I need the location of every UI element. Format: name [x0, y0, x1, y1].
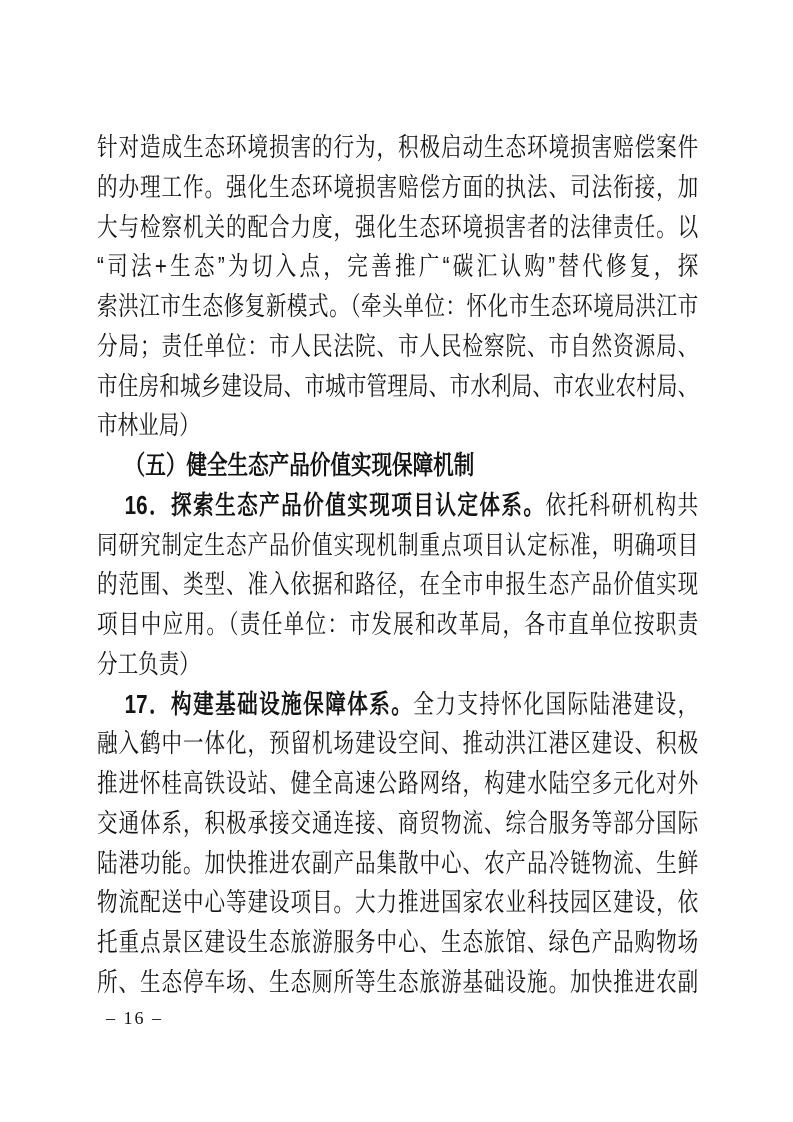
text-line	[97, 367, 698, 407]
text-line	[97, 883, 698, 923]
text-line	[97, 685, 698, 725]
text-segment: 交通体系，积极承接交通连接、商贸物流、综合服务等部分国际	[97, 807, 699, 838]
text-segment: “司法+生态”为切入点，完善推广“碳汇认购”替代修复，探	[97, 251, 699, 282]
text-segment: 全力支持怀化国际陆港建设，	[413, 688, 699, 719]
text-line	[97, 844, 698, 884]
text-segment: 的办理工作。强化生态环境损害赔偿方面的执法、司法衔接，加	[97, 171, 699, 202]
text-segment: 陆港功能。加快推进农副产品集散中心、农产品冷链物流、生鲜	[97, 847, 699, 878]
text-line	[97, 963, 698, 1003]
text-line	[97, 526, 698, 566]
text-line	[97, 247, 698, 287]
text-segment: 针对造成生态环境损害的行为，积极启动生态环境损害赔偿案件	[97, 132, 699, 162]
text-line	[97, 605, 698, 645]
document-body	[97, 128, 698, 1003]
text-segment: 依托科研机构共	[545, 489, 699, 520]
text-segment: 分工负责）	[97, 648, 200, 679]
text-segment: 所、生态停车场、生态厕所等生态旅游基础设施。加快推进农副	[97, 966, 699, 997]
text-line	[97, 327, 698, 367]
text-segment-bold: 17．构建基础设施保障体系。	[124, 688, 414, 719]
text-line	[97, 804, 698, 844]
text-segment-bold: （五）健全生态产品价值实现保障机制	[124, 450, 475, 480]
page-number: – 16 –	[106, 1008, 163, 1028]
text-line	[97, 923, 698, 963]
text-line	[97, 287, 698, 327]
text-segment: 物流配送中心等建设项目。大力推进国家农业科技园区建设，依	[97, 887, 699, 918]
text-segment: 大与检察机关的配合力度，强化生态环境损害者的法律责任。以	[97, 211, 699, 242]
text-line	[97, 208, 698, 248]
text-line	[97, 446, 698, 486]
text-segment: 项目中应用。（责任单位：市发展和改革局，各市直单位按职责	[97, 609, 699, 639]
text-segment: 索洪江市生态修复新模式。（牵头单位：怀化市生态环境局洪江市	[97, 291, 699, 321]
text-segment-bold: 16．探索生态产品价值实现项目认定体系。	[124, 489, 546, 520]
text-segment: 分局；责任单位：市人民法院、市人民检察院、市自然资源局、	[97, 330, 699, 361]
text-line	[97, 486, 698, 526]
text-line	[97, 128, 698, 168]
text-segment: 托重点景区建设生态旅游服务中心、生态旅馆、绿色产品购物场	[97, 927, 699, 957]
text-segment: 市住房和城乡建设局、市城市管理局、市水利局、市农业农村局、	[97, 370, 699, 401]
text-segment: 推进怀桂高铁设站、健全高速公路网络，构建水陆空多元化对外	[97, 768, 699, 798]
text-segment: 融入鹤中一体化，预留机场建设空间、推动洪江港区建设、积极	[97, 728, 699, 759]
text-line	[97, 168, 698, 208]
text-line	[97, 724, 698, 764]
text-line	[97, 406, 698, 446]
text-line	[97, 764, 698, 804]
text-segment: 市林业局）	[97, 410, 200, 441]
text-line	[97, 565, 698, 605]
text-segment: 的范围、类型、准入依据和路径，在全市申报生态产品价值实现	[97, 569, 699, 600]
text-line	[97, 645, 698, 685]
text-segment: 同研究制定生态产品价值实现机制重点项目认定标准，明确项目	[97, 529, 699, 560]
